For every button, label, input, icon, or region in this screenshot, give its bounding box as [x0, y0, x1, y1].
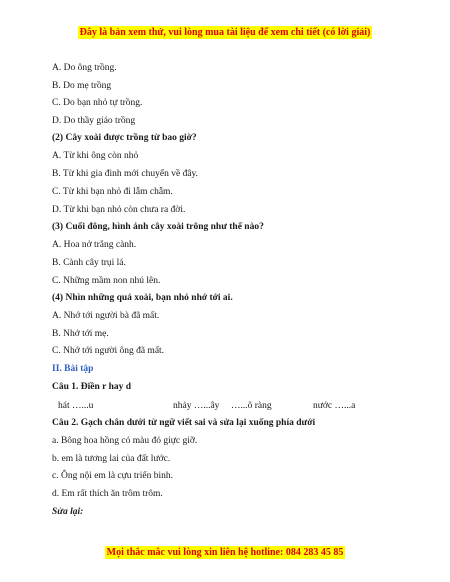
q2-option-c: C. Từ khi bạn nhỏ đi lẫm chẫm.: [52, 187, 173, 197]
question-3: (3) Cuối đông, hình ảnh cây xoài trông như thế nào?: [52, 222, 264, 232]
q4-option-a: A. Nhớ tới người bà đã mất.: [52, 311, 160, 321]
q4-option-b: B. Nhớ tới mẹ.: [52, 329, 109, 339]
preview-notice-banner: [0, 27, 450, 38]
exercise-2-item-c: c. Ông nội em là cựu triến binh.: [52, 471, 173, 481]
exercise-2-title: Câu 2. Gạch chân dưới từ ngữ viết sai và sửa lại xuống phía dưới: [52, 418, 316, 428]
q1-option-d: D. Do thầy giáo trồng: [52, 116, 136, 126]
preview-notice-text: Đây là bản xem thử, vui lòng mua tài liệu để xem chi tiết (có lời giải): [79, 27, 371, 38]
q3-option-a: A. Hoa nở trắng cành.: [52, 240, 137, 250]
section-heading-exercises: II. Bài tập: [52, 364, 94, 374]
question-4: (4) Nhìn những quả xoài, bạn nhỏ nhớ tới ai.: [52, 293, 233, 303]
correction-label: Sửa lại:: [52, 507, 84, 517]
fill-blank-item: nhảy …...ây: [173, 401, 220, 411]
exercise-2-item-b: b. em là tương lai của đất lước.: [52, 454, 171, 464]
exercise-1-title: Câu 1. Điền r hay d: [52, 382, 132, 392]
hotline-text: Mọi thắc mắc vui lòng xin liên hệ hotline: 084 283 45 85: [106, 547, 344, 558]
q4-option-c: C. Nhớ tới người ông đã mất.: [52, 346, 165, 356]
fill-blank-item: nước …...a: [313, 401, 356, 411]
fill-blank-item: hát …...u: [58, 401, 94, 411]
fill-blank-item: …...õ ràng: [231, 401, 272, 411]
q3-option-b: B. Cành cây trụi lá.: [52, 258, 126, 268]
exercise-2-item-d: d. Em rất thích ăn trôm trôm.: [52, 489, 163, 499]
hotline-banner: [0, 547, 450, 558]
exercise-2-item-a: a. Bông hoa hồng có màu đỏ giực giỡ.: [52, 436, 198, 446]
q2-option-a: A. Từ khi ông còn nhỏ: [52, 151, 139, 161]
question-2: (2) Cây xoài được trồng từ bao giờ?: [52, 133, 197, 143]
q1-option-c: C. Do bạn nhỏ tự trồng.: [52, 98, 143, 108]
q2-option-b: B. Từ khi gia đình mới chuyển về đây.: [52, 169, 199, 179]
q1-option-a: A. Do ông trồng.: [52, 63, 117, 73]
q3-option-c: C. Những mầm non nhú lên.: [52, 276, 161, 286]
q1-option-b: B. Do mẹ trồng: [52, 81, 112, 91]
q2-option-d: D. Từ khi bạn nhỏ còn chưa ra đời.: [52, 205, 186, 215]
